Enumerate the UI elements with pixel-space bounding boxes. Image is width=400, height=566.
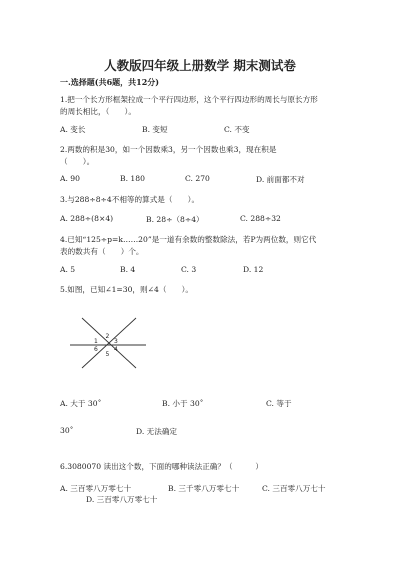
figure-label-3: 3 [114,338,118,345]
question-2-line-2: （ ）。 [60,157,95,166]
section-heading: 一.选择题(共6题，共12分) [60,77,160,87]
question-6-line-1: 6.3080070 读出这个数，下面的哪种读法正确？（ ） [60,462,263,471]
figure-label-2: 2 [105,333,110,340]
q5-option-c[interactable]: C. 等于 [266,399,292,408]
page-title: 人教版四年级上册数学 期末测试卷 [104,58,296,73]
q6-option-c[interactable]: C. 三百零八万七十 [262,484,326,493]
q5-option-b[interactable]: B. 小于 30˚ [162,399,204,408]
q4-option-c[interactable]: C. 3 [181,265,197,274]
q2-option-a[interactable]: A. 90 [60,174,80,183]
q2-option-d[interactable]: D. 前面都不对 [256,175,305,184]
q4-option-a[interactable]: A. 5 [60,265,76,274]
question-5-line-1: 5.如图，已知∠1=30，则∠4（ ）。 [60,285,193,294]
question-1-line-2: 的周长相比，（ ）。 [60,107,136,116]
q5-option-a[interactable]: A. 大于 30˚ [60,399,102,408]
figure-label-4: 4 [114,346,118,353]
figure-label-5: 5 [105,351,110,358]
q1-option-a[interactable]: A. 变长 [60,125,86,134]
q3-option-a[interactable]: A. 288÷(8×4) [60,214,114,223]
q3-option-b[interactable]: B. 28÷（8÷4） [146,215,204,224]
figure-label-6: 6 [94,346,98,353]
question-1-line-1: 1.把一个长方形框架拉成一个平行四边形，这个平行四边形的周长与原长方形 [60,95,318,104]
q6-option-a[interactable]: A. 三百零八万零七十 [60,484,132,493]
q6-option-b[interactable]: B. 三千零八万零七十 [168,484,240,493]
question-4-line-1: 4.已知“125÷p=k……20”是一道有余数的整数除法，若P为两位数，则它代 [60,235,317,244]
question-4-line-2: 表的数共有（ ）个。 [60,247,144,256]
q4-option-d[interactable]: D. 12 [243,265,264,274]
q5-option-c-continued: 30˚ [60,426,74,435]
q3-option-c[interactable]: C. 288÷32 [240,214,281,223]
q2-option-b[interactable]: B. 180 [120,174,145,183]
question-2-line-1: 2.两数的积是30，如一个因数乘3，另一个因数也乘3，现在积是 [60,145,277,154]
angle-figure [68,312,148,372]
q1-option-c[interactable]: C. 不变 [224,125,250,134]
q6-option-d[interactable]: D. 三百零八万零七十 [86,495,158,504]
q1-option-b[interactable]: B. 变短 [142,125,168,134]
question-3-line-1: 3.与288÷8÷4不相等的算式是（ ）。 [60,195,200,204]
figure-label-1: 1 [94,338,98,345]
q5-option-d[interactable]: D. 无法确定 [136,427,178,436]
q2-option-c[interactable]: C. 270 [185,174,210,183]
q4-option-b[interactable]: B. 4 [120,265,136,274]
